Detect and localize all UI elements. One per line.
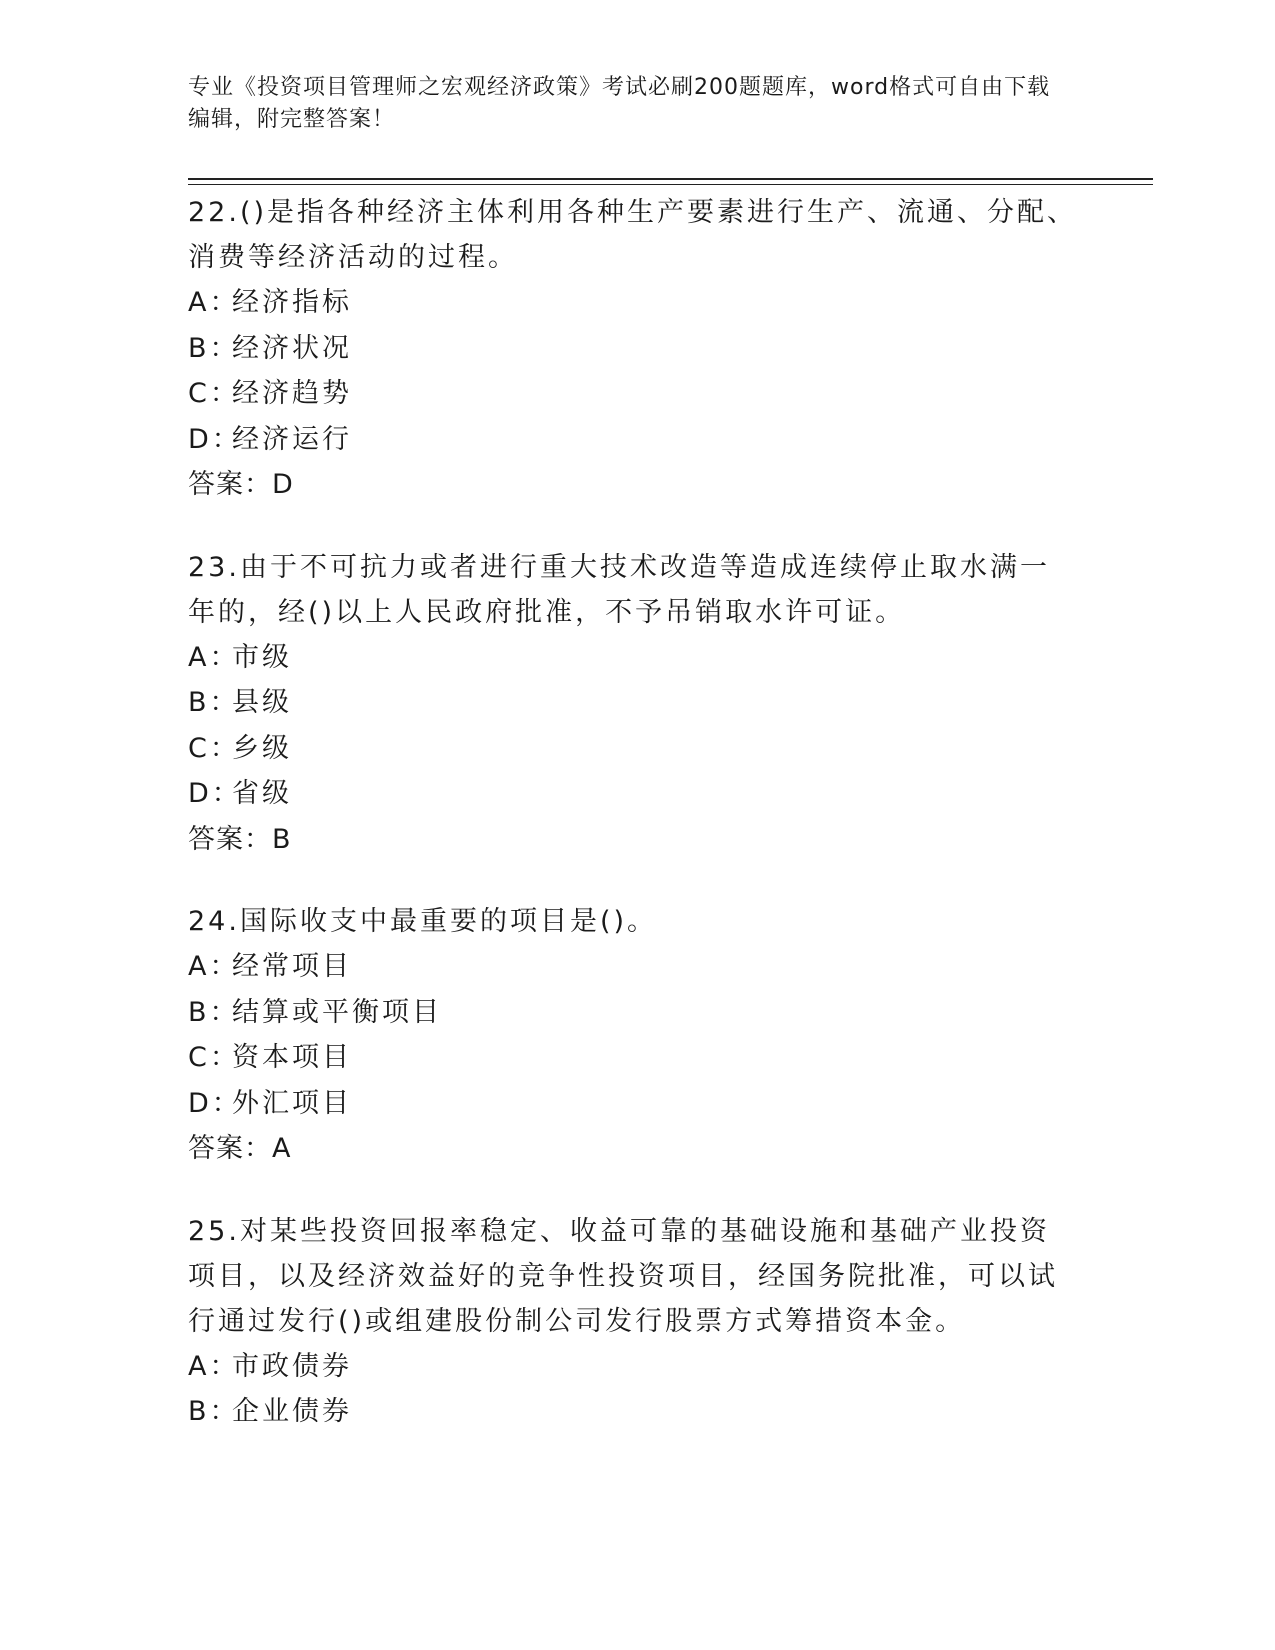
answer-text: 答案：D [188, 469, 294, 500]
option-label: 经济运行 [232, 423, 352, 455]
option-key: D： [188, 423, 242, 455]
option-key: C： [188, 732, 240, 764]
option-key: A： [188, 1350, 240, 1382]
answer-text: 答案：A [188, 1133, 292, 1164]
option-d [188, 1081, 1078, 1127]
option-label: 经济指标 [232, 287, 352, 318]
option-c [188, 371, 1078, 417]
option-b [188, 680, 1078, 726]
option-label: 经济状况 [232, 332, 352, 364]
option-label: 结算或平衡项目 [232, 996, 442, 1028]
question-23 [188, 545, 1078, 863]
question-text: 25.对某些投资回报率稳定、收益可靠的基础设施和基础产业投资项目，以及经济效益好的竞争性投资项目，经国务院批准，可以试行通过发行()或组建股份制公司发行股票方式筹措资本金。 [188, 1215, 1058, 1337]
option-key: C： [188, 378, 240, 409]
option-a [188, 635, 1078, 681]
option-label: 乡级 [232, 732, 292, 764]
option-d [188, 417, 1078, 463]
question-22 [188, 190, 1078, 508]
header-divider-thick [188, 178, 1153, 180]
option-a [188, 280, 1078, 326]
option-label: 经常项目 [232, 951, 352, 982]
option-b [188, 326, 1078, 372]
question-text: 24.国际收支中最重要的项目是()。 [188, 906, 658, 937]
option-key: B： [188, 332, 240, 364]
option-a [188, 1344, 1078, 1390]
option-label: 经济趋势 [232, 378, 352, 409]
question-list [188, 190, 1078, 1472]
question-24 [188, 899, 1078, 1172]
option-key: B： [188, 996, 240, 1028]
option-b [188, 1389, 1078, 1435]
option-c [188, 1035, 1078, 1081]
option-label: 县级 [232, 687, 292, 718]
question-text: 22.()是指各种经济主体利用各种生产要素进行生产、流通、分配、消费等经济活动的过程。 [188, 197, 1078, 273]
option-label: 资本项目 [232, 1042, 352, 1073]
option-label: 企业债券 [232, 1396, 352, 1427]
option-key: D： [188, 1087, 242, 1119]
option-key: A： [188, 951, 240, 982]
option-a [188, 944, 1078, 990]
question-text: 23.由于不可抗力或者进行重大技术改造等造成连续停止取水满一年的，经()以上人民政府批准，不予吊销取水许可证。 [188, 551, 1050, 628]
header-divider-thin [188, 184, 1153, 185]
option-key: A： [188, 641, 240, 673]
option-d [188, 771, 1078, 817]
option-key: C： [188, 1042, 240, 1073]
document-header: 专业《投资项目管理师之宏观经济政策》考试必刷200题题库，word格式可自由下载编辑，附完整答案！ [188, 75, 1051, 132]
option-c [188, 726, 1078, 772]
option-b [188, 990, 1078, 1036]
answer-text: 答案：B [188, 823, 292, 855]
option-label: 市级 [232, 641, 292, 673]
option-key: B： [188, 1396, 240, 1427]
option-key: A： [188, 287, 240, 318]
option-key: D： [188, 778, 242, 809]
option-label: 外汇项目 [232, 1087, 352, 1119]
question-25 [188, 1209, 1078, 1435]
option-label: 省级 [232, 778, 292, 809]
option-key: B： [188, 687, 240, 718]
option-label: 市政债券 [232, 1350, 352, 1382]
